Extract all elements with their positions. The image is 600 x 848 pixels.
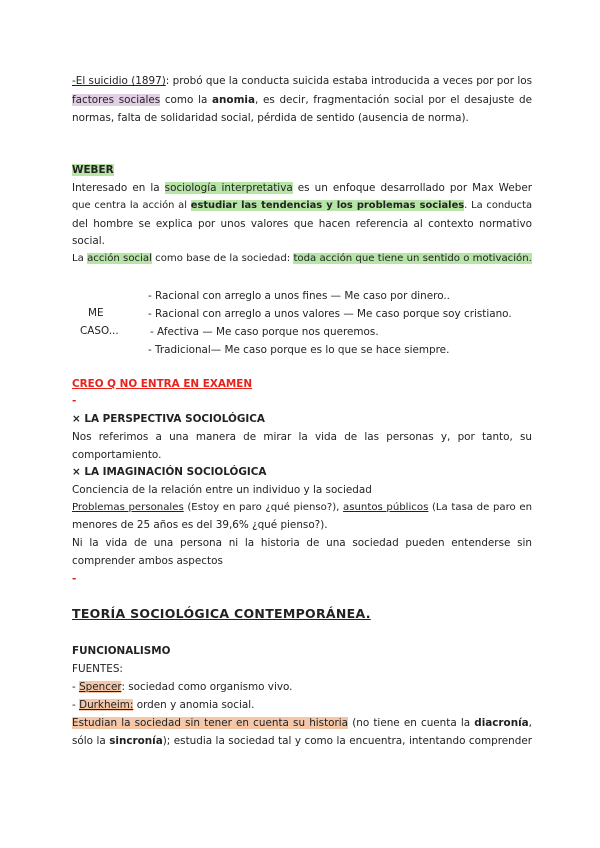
anomia-bold: anomia: [212, 94, 255, 106]
funcionalismo-heading: FUNCIONALISMO: [72, 645, 171, 657]
problemas-line-2: menores de 25 años es del 39,6% ¿qué pienso?).: [72, 519, 328, 531]
exam-warning: CREO Q NO ENTRA EN EXAMEN: [72, 378, 253, 390]
caso-label: CASO...: [80, 325, 119, 337]
action-type-1: - Racional con arreglo a unos fines — Me caso por dinero..: [148, 290, 450, 302]
sincronia-bold: sincronía: [109, 735, 163, 747]
perspectiva-line-2: comportamiento.: [72, 449, 162, 461]
accion-social-highlight: acción social: [87, 253, 152, 264]
teoria-title: TEORÍA SOCIOLÓGICA CONTEMPORÁNEA.: [72, 606, 371, 621]
ni-line-2: comprender ambos aspectos: [72, 555, 223, 567]
weber-heading: WEBER: [72, 164, 114, 176]
durkheim-highlight: Durkheim:: [79, 699, 134, 711]
fuentes-label: FUENTES:: [72, 663, 123, 675]
perspectiva-heading: × LA PERSPECTIVA SOCIOLÓGICA: [72, 413, 265, 425]
sincronia-line: sólo la sincronía); estudia la sociedad tal y como la encuentra, intentando comprender: [72, 735, 532, 747]
spencer-line: - Spencer: sociedad como organismo vivo.: [72, 681, 293, 693]
me-label: ME: [88, 307, 104, 319]
weber-line-2: que centra la acción al estudiar las tendencias y los problemas sociales. La conducta: [72, 200, 532, 211]
suicidio-line-3: normas, falta de solidaridad social, pérdida de sentido (ausencia de norma).: [72, 112, 469, 124]
action-type-2: - Racional con arreglo a unos valores — Me caso porque soy cristiano.: [148, 308, 512, 320]
action-type-3: - Afectiva — Me caso porque nos queremos.: [150, 326, 379, 338]
spencer-highlight: Spencer: [79, 681, 122, 693]
diacronia-bold: diacronía: [474, 717, 529, 729]
exam-dash-top: -: [72, 395, 77, 407]
imaginacion-line-1: Conciencia de la relación entre un individuo y la sociedad: [72, 484, 372, 496]
suicidio-line-2: factores sociales como la anomia, es decir, fragmentación social por el desajuste de: [72, 94, 532, 106]
weber-line-5: La acción social como base de la sociedad: toda acción que tiene un sentido o motivación.: [72, 253, 532, 264]
weber-line-4: social.: [72, 235, 105, 247]
action-type-4: - Tradicional— Me caso porque es lo que se hace siempre.: [148, 344, 450, 356]
exam-dash-bottom: -: [72, 573, 77, 585]
problemas-line-1: Problemas personales (Estoy en paro ¿qué pienso?), asuntos públicos (La tasa de paro en: [72, 502, 532, 513]
problemas-personales: Problemas personales: [72, 502, 184, 513]
weber-line-3: del hombre se explica por unos valores que hacen referencia al contexto normativo: [72, 218, 532, 230]
tendencias-highlight: estudiar las tendencias y los problemas sociales: [190, 200, 465, 211]
suicidio-link: -El suicidio (1897): [72, 75, 166, 87]
estudian-highlight: Estudian la sociedad sin tener en cuenta su historia: [72, 717, 349, 729]
imaginacion-heading: × LA IMAGINACIÓN SOCIOLÓGICA: [72, 466, 267, 478]
suicidio-line-1: -El suicidio (1897): probó que la conducta suicida estaba introducida a veces por por los: [72, 75, 532, 87]
accion-definition-highlight: toda acción que tiene un sentido o motivación.: [293, 253, 532, 264]
weber-heading-line: [72, 161, 532, 179]
estudian-line: Estudian la sociedad sin tener en cuenta su historia (no tiene en cuenta la diacronía,: [72, 717, 532, 729]
weber-line-1: Interesado en la sociología interpretativa es un enfoque desarrollado por Max Weber: [72, 182, 532, 194]
durkheim-line: - Durkheim: orden y anomia social.: [72, 699, 255, 711]
ni-line-1: Ni la vida de una persona ni la historia de una sociedad pueden entenderse sin: [72, 537, 532, 549]
sociologia-interpretativa-highlight: sociología interpretativa: [164, 182, 293, 194]
factores-sociales-highlight: factores sociales: [72, 94, 161, 106]
perspectiva-line-1: Nos referimos a una manera de mirar la vida de las personas y, por tanto, su: [72, 431, 532, 443]
asuntos-publicos: asuntos públicos: [343, 502, 429, 513]
